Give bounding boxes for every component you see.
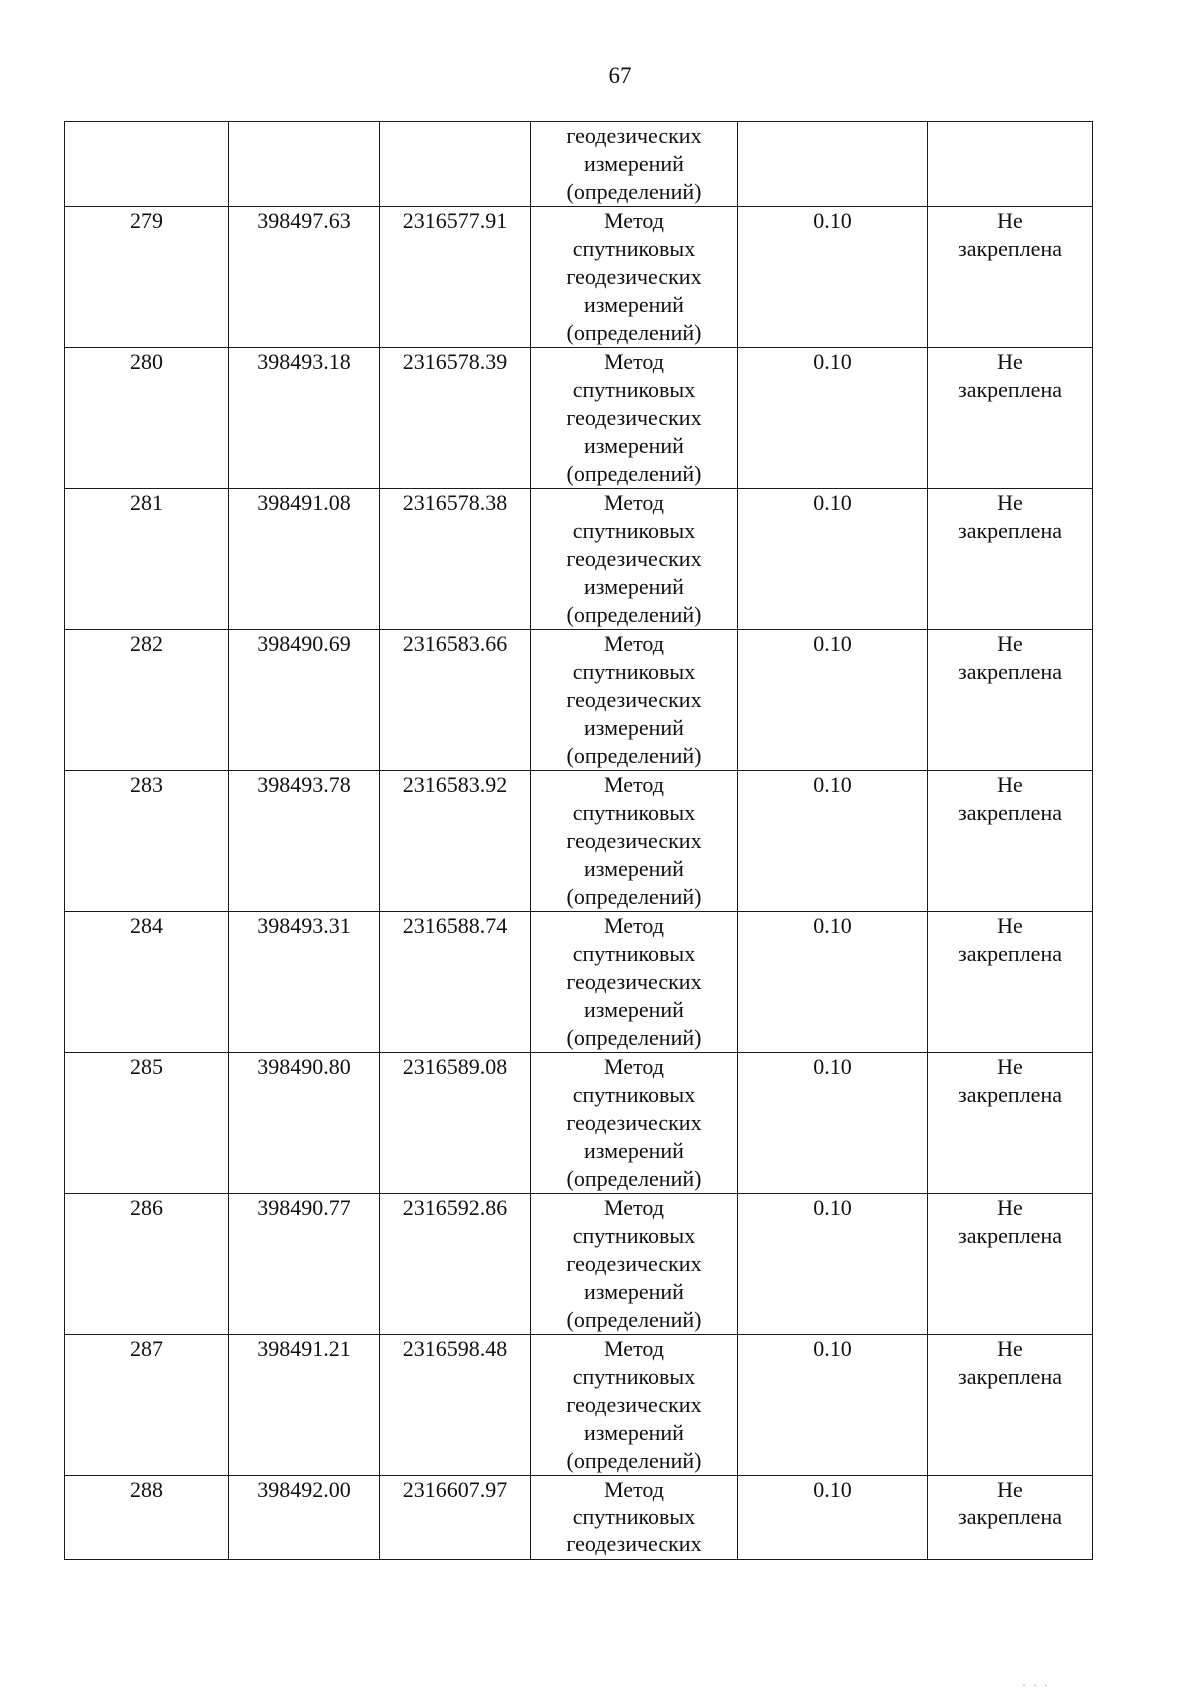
point-number-cell: 288 [65,1476,229,1560]
method-cell: Метод спутниковых геодезических измерений (определений) [531,630,738,771]
y-coordinate-cell: 2316589.08 [380,1053,531,1194]
fixation-cell: Не закреплена [928,1053,1093,1194]
table-row [65,1335,1093,1476]
table-row [65,489,1093,630]
table-row [65,1194,1093,1335]
table-row [65,207,1093,348]
method-cell: Метод спутниковых геодезических [531,1476,738,1560]
y-coordinate-cell: 2316577.91 [380,207,531,348]
y-coordinate-cell: 2316583.66 [380,630,531,771]
x-coordinate-cell: 398491.21 [229,1335,380,1476]
table-row [65,1476,1093,1560]
table-row [65,912,1093,1053]
fixation-cell: Не закреплена [928,912,1093,1053]
point-number-cell: 283 [65,771,229,912]
fixation-cell: Не закреплена [928,207,1093,348]
table-row [65,630,1093,771]
x-coordinate-cell: 398497.63 [229,207,380,348]
fixation-cell: Не закреплена [928,489,1093,630]
accuracy-cell: 0.10 [738,489,928,630]
accuracy-cell: 0.10 [738,1476,928,1560]
method-cell: Метод спутниковых геодезических измерений (определений) [531,771,738,912]
accuracy-cell: 0.10 [738,630,928,771]
x-coordinate-cell: 398493.78 [229,771,380,912]
y-coordinate-cell: 2316607.97 [380,1476,531,1560]
accuracy-cell: 0.10 [738,1194,928,1335]
x-coordinate-cell [229,122,380,207]
accuracy-cell: 0.10 [738,207,928,348]
coordinates-table-body [65,122,1093,1560]
accuracy-cell: 0.10 [738,1335,928,1476]
x-coordinate-cell: 398490.80 [229,1053,380,1194]
point-number-cell: 281 [65,489,229,630]
point-number-cell: 282 [65,630,229,771]
accuracy-cell: 0.10 [738,348,928,489]
method-cell: Метод спутниковых геодезических измерений (определений) [531,1335,738,1476]
accuracy-cell: 0.10 [738,1053,928,1194]
point-number-cell: 279 [65,207,229,348]
continuation-row [65,122,1093,207]
x-coordinate-cell: 398490.69 [229,630,380,771]
scan-artifact: · · · [1022,1678,1050,1692]
y-coordinate-cell [380,122,531,207]
y-coordinate-cell: 2316592.86 [380,1194,531,1335]
y-coordinate-cell: 2316578.38 [380,489,531,630]
method-cell: Метод спутниковых геодезических измерений (определений) [531,489,738,630]
point-number-cell: 287 [65,1335,229,1476]
method-cell: Метод спутниковых геодезических измерений (определений) [531,207,738,348]
coordinates-table [64,121,1093,1560]
x-coordinate-cell: 398493.31 [229,912,380,1053]
point-number-cell: 285 [65,1053,229,1194]
method-cell: Метод спутниковых геодезических измерений (определений) [531,1053,738,1194]
point-number-cell: 280 [65,348,229,489]
x-coordinate-cell: 398492.00 [229,1476,380,1560]
table-row [65,348,1093,489]
method-cell: геодезических измерений (определений) [531,122,738,207]
y-coordinate-cell: 2316588.74 [380,912,531,1053]
y-coordinate-cell: 2316583.92 [380,771,531,912]
x-coordinate-cell: 398491.08 [229,489,380,630]
fixation-cell [928,122,1093,207]
point-number-cell: 284 [65,912,229,1053]
fixation-cell: Не закреплена [928,630,1093,771]
point-number-cell [65,122,229,207]
table-row [65,1053,1093,1194]
page-number: 67 [608,63,632,88]
x-coordinate-cell: 398493.18 [229,348,380,489]
method-cell: Метод спутниковых геодезических измерений (определений) [531,1194,738,1335]
fixation-cell: Не закреплена [928,1476,1093,1560]
y-coordinate-cell: 2316598.48 [380,1335,531,1476]
fixation-cell: Не закреплена [928,348,1093,489]
table-row [65,771,1093,912]
x-coordinate-cell: 398490.77 [229,1194,380,1335]
point-number-cell: 286 [65,1194,229,1335]
accuracy-cell: 0.10 [738,771,928,912]
fixation-cell: Не закреплена [928,1194,1093,1335]
accuracy-cell: 0.10 [738,912,928,1053]
method-cell: Метод спутниковых геодезических измерений (определений) [531,348,738,489]
fixation-cell: Не закреплена [928,1335,1093,1476]
method-cell: Метод спутниковых геодезических измерений (определений) [531,912,738,1053]
y-coordinate-cell: 2316578.39 [380,348,531,489]
accuracy-cell [738,122,928,207]
fixation-cell: Не закреплена [928,771,1093,912]
